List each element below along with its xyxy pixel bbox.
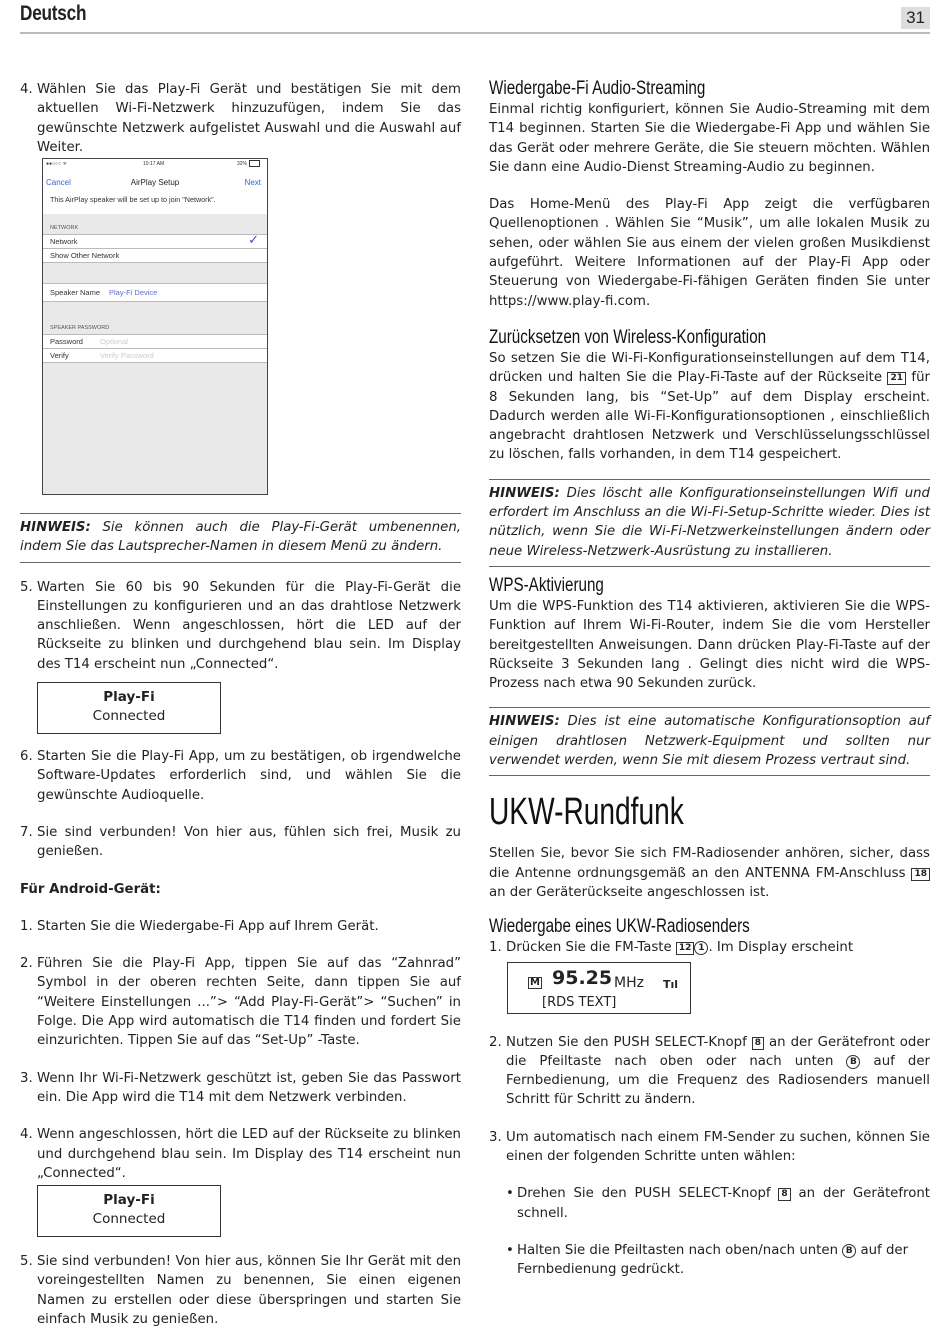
key-icon: 12 bbox=[676, 942, 695, 955]
password-row[interactable] bbox=[43, 334, 267, 348]
note-box bbox=[489, 707, 930, 776]
remote-key-icon: B bbox=[846, 1055, 860, 1069]
paragraph: Um die WPS-Funktion des T14 aktivieren, aktivieren Sie die WPS-Funktion auf Ihrem Wi-Fi-Router, indem Sie die vom Hersteller bereitgestellten Anweisungen. Dann drücken Play-Fi-Taste auf der Rückseite 3 Sekunden lang . Gelingt dies nicht wird die WPS-Prozess nach etwa 90 Sekunden zurück. bbox=[489, 598, 930, 692]
text: an der Gerätefront oder die Pfeiltaste nach oben oder nach unten bbox=[506, 1034, 931, 1069]
text: So setzen Sie die Wi-Fi-Konfigurationseinstellungen auf dem T14, drücken und halten Sie die Play-Fi-Taste auf der Rückseite bbox=[489, 350, 930, 386]
text: . Im Display erscheint bbox=[708, 940, 854, 956]
bullet-item bbox=[489, 1184, 930, 1223]
paragraph bbox=[489, 844, 930, 902]
text: an der Geräterückseite angeschlossen ist. bbox=[489, 884, 770, 900]
checkmark-icon: ✓ bbox=[248, 232, 259, 247]
text: Stellen Sie, bevor Sie sich FM-Radiosender anhören, sicher, dass die Antenne ordnungsgemäß an den ANTENNA FM-Anschluss bbox=[489, 846, 930, 881]
list-item bbox=[20, 80, 461, 157]
right-column bbox=[489, 78, 930, 1279]
item-number: 1. bbox=[20, 918, 33, 934]
remote-key-icon: B bbox=[842, 1244, 856, 1258]
item-text: Warten Sie 60 bis 90 Sekunden für die Play-Fi-Gerät die Einstellungen zu konfigurieren und an das drahtlose Netzwerk anschließen. Wenn angeschlossen, hört die LED auf der Rückseite zu blinken und durchgehend blau sein. Im Display des T14 erscheint nun „Connected“. bbox=[37, 579, 461, 672]
list-item bbox=[20, 917, 461, 936]
network-section bbox=[43, 214, 267, 234]
item-number: 6. bbox=[20, 749, 33, 765]
left-column-lower bbox=[20, 513, 461, 1329]
bullet-item bbox=[489, 1241, 930, 1280]
item-number: 3. bbox=[20, 1070, 33, 1086]
password-field[interactable]: Optional bbox=[100, 337, 128, 346]
lcd-display bbox=[507, 962, 691, 1014]
list-item bbox=[20, 954, 461, 1050]
text: auf der Fernbedienung, um die Frequenz des Radiosenders manuell Schritt für Schritt zu ändern. bbox=[506, 1053, 930, 1108]
list-item bbox=[20, 1069, 461, 1108]
phone-status-bar bbox=[43, 159, 267, 169]
signal-icon: ●●○○○ ᯤ bbox=[46, 161, 68, 167]
text: an der Gerätefront schnell. bbox=[517, 1186, 930, 1221]
other-network-label: Show Other Network bbox=[50, 251, 120, 260]
item-number: 4. bbox=[20, 1127, 33, 1143]
battery-icon bbox=[249, 160, 260, 167]
key-icon: 21 bbox=[887, 372, 906, 385]
signal-icon: Tıl bbox=[663, 977, 679, 991]
list-item bbox=[20, 823, 461, 862]
paragraph bbox=[489, 349, 930, 465]
language-label: Deutsch bbox=[20, 2, 87, 25]
frequency: 95.25 bbox=[552, 966, 613, 989]
list-item bbox=[20, 578, 461, 674]
speaker-name-value[interactable]: Play-Fi Device bbox=[109, 288, 158, 297]
password-section bbox=[43, 302, 267, 334]
item-text: Um automatisch nach einem FM-Sender zu suchen, können Sie einen der folgenden Schritte unten wählen: bbox=[506, 1129, 930, 1164]
display-box bbox=[37, 1185, 221, 1237]
password-header: SPEAKER PASSWORD bbox=[50, 325, 110, 331]
key-icon: 8 bbox=[752, 1037, 764, 1050]
network-row[interactable] bbox=[43, 234, 267, 248]
item-text: Sie sind verbunden! Von hier aus, können Sie Ihr Gerät mit den voreingestellten Namen zu benennen, Sie einen eigenen Namen zu erstellen oder diese überspringen und starten Sie einfach Musik zu genießen. bbox=[37, 1254, 461, 1328]
verify-row[interactable] bbox=[43, 348, 267, 363]
note-text: Dies löscht alle Konfigurationseinstellungen Wifi und erfordert im Anschluss an die Wi-Fi-Setup-Schritte wieder. Dies ist nützlich, wenn Sie die Wi-Fi-Netzwerkeinstellungen ändern oder neue Wireless-Netzwerk-Ausrüstung zu installieren. bbox=[489, 485, 930, 559]
network-label: Network bbox=[50, 237, 78, 246]
chapter-heading: UKW-Rundfunk bbox=[489, 791, 684, 834]
item-number: 5. bbox=[20, 1254, 33, 1270]
item-text: Führen Sie die Play-Fi App, tippen Sie auf das “Zahnrad” Symbol in der oberen rechten Seite, dann tippen Sie auf “Weitere Einstellungen ...”> “Add Play-Fi-Gerät”> “Suchen” in Folge. Die App wird automatisch die T14 finden und fordert Sie einzurichten. Tippen Sie auf das “Set-Up” -Taste. bbox=[37, 956, 461, 1049]
note-text: Sie können auch die Play-Fi-Gerät umbenennen, indem Sie das Lautsprecher-Namen in diesem Menü zu ändern. bbox=[20, 520, 461, 555]
page-number: 31 bbox=[901, 7, 930, 29]
paragraph: Einmal richtig konfiguriert, können Sie Audio-Streaming mit dem T14 beginnen. Starten Sie die Wiedergabe-Fi App und wählen Sie das Gerät oder mehrere Geräte, die Sie steuern möchten. Wählen Sie dann eine Audio-Dienst Streaming-Audio zu beginnen. bbox=[489, 102, 930, 175]
text: Drehen Sie den PUSH SELECT-Knopf bbox=[517, 1186, 779, 1202]
status-time: 10:17 AM bbox=[143, 161, 165, 167]
item-text: Sie sind verbunden! Von hier aus, fühlen sich frei, Musik zu genießen. bbox=[37, 824, 461, 860]
list-item bbox=[489, 1033, 930, 1110]
list-item bbox=[20, 747, 461, 805]
item-number: 5. bbox=[20, 579, 33, 595]
spacer bbox=[43, 263, 267, 283]
display-box bbox=[37, 682, 221, 734]
item-text: Starten Sie die Play-Fi App, um zu bestätigen, ob irgendwelche Software-Updates erforderlich sind, und wählen Sie die gewünschte Audioquelle. bbox=[37, 749, 461, 803]
item-number: 2. bbox=[20, 956, 33, 972]
bullet-icon: • bbox=[506, 1186, 514, 1202]
display-line-1: Play-Fi bbox=[103, 689, 155, 706]
list-item bbox=[20, 1125, 461, 1183]
page-header bbox=[20, 0, 930, 34]
display-line-2: Connected bbox=[92, 1211, 166, 1228]
text: Drücken Sie die FM-Taste bbox=[506, 940, 676, 956]
speaker-name-row[interactable] bbox=[43, 283, 267, 302]
remote-key-icon: 1 bbox=[694, 941, 708, 955]
unit: MHz bbox=[614, 974, 644, 991]
rds-text: [RDS TEXT] bbox=[542, 994, 617, 1010]
android-heading: Für Android-Gerät: bbox=[20, 881, 161, 897]
note-text: Dies ist eine automatische Konfigurationsoption auf einigen drahtlosen Netzwerk-Equipment und sollten nur verwendet werden, wenn Sie mit diesem Prozess vertraut sind. bbox=[489, 714, 930, 769]
phone-title: AirPlay Setup bbox=[130, 178, 180, 187]
item-text: Starten Sie die Wiedergabe-Fi App auf Ihrem Gerät. bbox=[37, 918, 379, 934]
item-number: 1. bbox=[489, 940, 502, 956]
verify-field[interactable]: Verify Password bbox=[100, 351, 154, 360]
text: Nutzen Sie den PUSH SELECT-Knopf bbox=[506, 1034, 752, 1050]
key-icon: 18 bbox=[911, 868, 930, 881]
list-item bbox=[489, 1128, 930, 1167]
note-box bbox=[20, 513, 461, 563]
phone-info-text: This AirPlay speaker will be set up to join "Network". bbox=[43, 191, 267, 214]
list-item bbox=[20, 1252, 461, 1329]
key-icon: 8 bbox=[778, 1188, 790, 1201]
next-button[interactable]: Next bbox=[244, 178, 261, 187]
mode-icon: M bbox=[530, 976, 540, 988]
item-text: Wählen Sie das Play-Fi Gerät und bestätigen Sie mit dem aktuellen Wi-Fi-Netzwerk hinzuzufügen, indem Sie das gewünschte Netzwerk aufgelistet Auswahl und die Auswahl auf Weiter. bbox=[37, 82, 461, 155]
item-text: Wenn Ihr Wi-Fi-Netzwerk geschützt ist, geben Sie das Passwort ein. Die App wird die T14 mit dem Netzwerk verbinden. bbox=[37, 1070, 461, 1105]
phone-screenshot bbox=[42, 158, 268, 495]
item-text: Wenn angeschlossen, hört die LED auf der Rückseite zu blinken und durchgehend blau sein. Im Display des T14 erscheint nun „Connected“. bbox=[37, 1127, 461, 1181]
section-heading: Wiedergabe-Fi Audio-Streaming bbox=[489, 78, 706, 99]
other-network-row[interactable] bbox=[43, 248, 267, 263]
display-line-2: Connected bbox=[92, 708, 166, 725]
item-number: 7. bbox=[20, 824, 33, 840]
item-number: 3. bbox=[489, 1129, 502, 1145]
display-line-1: Play-Fi bbox=[103, 1192, 155, 1209]
note-label: HINWEIS: bbox=[20, 520, 91, 535]
section-heading: Zurücksetzen von Wireless-Konfiguration bbox=[489, 326, 767, 348]
text: für 8 Sekunden lang, bis “Set-Up” auf dem Display erscheint. Dadurch werden alle Wi-Fi-Konfigurationsoptionen , einschließlich angebracht drahtlosen Netzwerk und Verschlüsselungsschlüssel zu löschen, falls vorhanden, in dem T14 gespeichert. bbox=[489, 370, 931, 463]
network-header: NETWORK bbox=[50, 225, 79, 231]
cancel-button[interactable]: Cancel bbox=[46, 178, 71, 187]
section-heading: WPS-Aktivierung bbox=[489, 574, 604, 596]
status-battery: 32% bbox=[237, 161, 248, 167]
item-number: 4. bbox=[20, 82, 33, 97]
speaker-name-label: Speaker Name bbox=[50, 288, 101, 297]
password-label: Password bbox=[50, 337, 83, 346]
verify-label: Verify bbox=[50, 351, 69, 360]
text: auf der Fernbedienung gedrückt. bbox=[517, 1242, 909, 1278]
phone-nav-bar bbox=[43, 169, 267, 191]
note-label: HINWEIS: bbox=[489, 714, 560, 730]
note-box bbox=[489, 479, 930, 567]
item-number: 2. bbox=[489, 1034, 502, 1050]
bullet-icon: • bbox=[506, 1242, 514, 1258]
paragraph: Das Home-Menü des Play-Fi App zeigt die verfügbaren Quellenoptionen . Wählen Sie “Musik”, um alle lokalen Musik zu sehen, oder wählen Sie aus einem der vielen großen Musikdienst aufgeführt. Weitere Informationen auf der Play-Fi App oder Steuerung von Wiedergabe-Fi-fähigen Geräten finden Sie unter https://www.play-fi.com. bbox=[489, 197, 930, 309]
left-column bbox=[20, 80, 461, 157]
list-item bbox=[489, 938, 930, 957]
text: Halten Sie die Pfeiltasten nach oben/nach unten bbox=[517, 1242, 843, 1258]
section-heading: Wiedergabe eines UKW-Radiosenders bbox=[489, 916, 750, 938]
note-label: HINWEIS: bbox=[489, 485, 560, 501]
